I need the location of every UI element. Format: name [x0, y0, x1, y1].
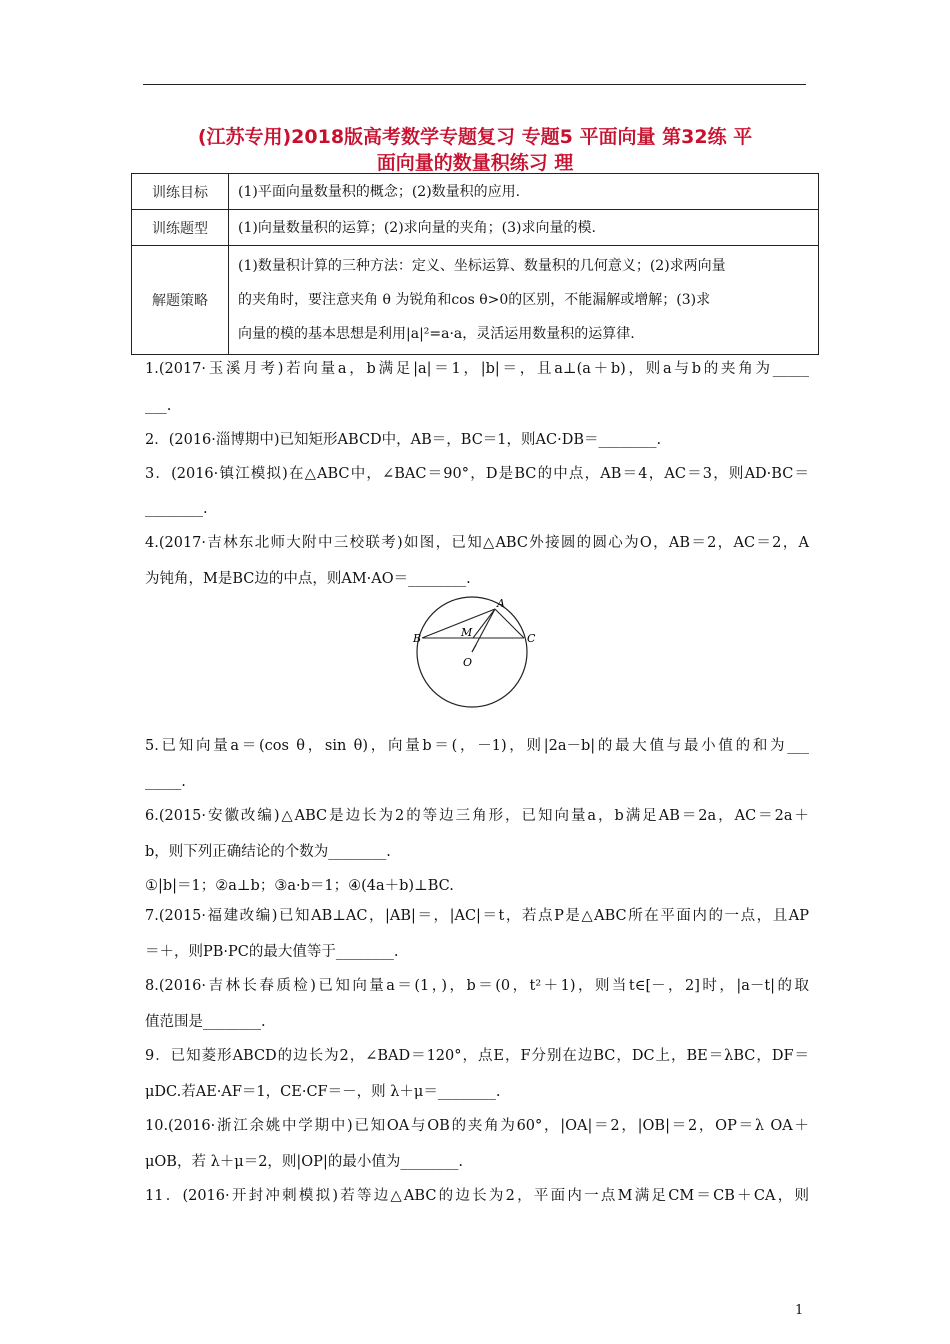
question-line: 2．(2016·淄博期中)已知矩形ABCD中，AB＝，BC＝1，则AC·DB＝________.: [145, 432, 662, 448]
segment-om: [472, 645, 476, 652]
question-line: 11．(2016·开封冲刺模拟)若等边△ABC的边长为2，平面内一点M满足CM＝CB＋CA，则: [145, 1188, 809, 1204]
question-line: μOB，若 λ＋μ＝2，则|OP|的最小值为________.: [145, 1154, 463, 1170]
title-line-1: (江苏专用)2018版高考数学专题复习 专题5 平面向量 第32练 平: [197, 126, 753, 148]
question-line: 7.(2015·福建改编)已知AB⊥AC，|AB|＝，|AC|＝t，若点P是△ABC所在平面内的一点，且AP: [145, 908, 809, 924]
question-line: 值范围是________.: [145, 1014, 266, 1030]
table-row: [132, 174, 819, 210]
circle-triangle-figure: [405, 596, 550, 721]
strategy-line: (1)数量积计算的三种方法：定义、坐标运算、数量积的几何意义；(2)求两向量: [238, 258, 726, 274]
question-line: 8.(2016·吉林长春质检)已知向量a＝(1，)，b＝(0，t²＋1)，则当t∈[－，2]时，|a－t|的取: [145, 978, 809, 994]
page-number: 1: [795, 1303, 804, 1318]
question-line: 3．(2016·镇江模拟)在△ABC中，∠BAC＝90°，D是BC的中点，AB＝4，AC＝3，则AD·BC＝: [145, 466, 809, 482]
row-value: (1)向量数量积的运算；(2)求向量的夹角；(3)求向量的模.: [229, 210, 819, 246]
question-line: _____.: [145, 774, 186, 790]
strategy-line: 的夹角时，要注意夹角 θ 为锐角和cos θ>0的区别，不能漏解或增解；(3)求: [238, 292, 711, 308]
question-line: 9．已知菱形ABCD的边长为2，∠BAD＝120°，点E，F分别在边BC，DC上，BE＝λBC，DF＝: [145, 1048, 809, 1064]
row-label: 训练题型: [132, 210, 229, 246]
table-row: [132, 246, 819, 355]
question-line: 6.(2015·安徽改编)△ABC是边长为2的等边三角形，已知向量a，b满足AB＝2a，AC＝2a＋: [145, 808, 809, 824]
question-line: 1.(2017·玉溪月考)若向量a，b满足|a|＝1，|b|＝，且a⊥(a＋b)，则a与b的夹角为_____: [145, 361, 809, 377]
question-line: 10.(2016·浙江余姚中学期中)已知OA与OB的夹角为60°，|OA|＝2，|OB|＝2，OP＝λ OA＋: [145, 1118, 809, 1134]
training-info-table: [131, 173, 819, 355]
question-line: b，则下列正确结论的个数为________.: [145, 844, 391, 860]
row-value: (1)平面向量数量积的概念；(2)数量积的应用.: [229, 174, 819, 210]
strategy-line: 向量的模的基本思想是利用|a|²=a·a，灵活运用数量积的运算律.: [238, 326, 635, 342]
question-line: 为钝角，M是BC边的中点，则AM·AO＝________.: [145, 571, 471, 587]
title-line-2: 面向量的数量积练习 理: [376, 152, 574, 174]
row-value: [229, 246, 819, 355]
label-c: C: [527, 632, 536, 645]
row-label: 训练目标: [132, 174, 229, 210]
question-line: 5.已知向量a＝(cos θ，sin θ)，向量b＝(，－1)，则|2a－b|的最大值与最小值的和为___: [145, 738, 809, 754]
document-title: [130, 124, 820, 176]
question-line: ＝＋，则PB·PC的最大值等于________.: [145, 944, 399, 960]
row-label: 解题策略: [132, 246, 229, 355]
label-a: A: [497, 597, 505, 610]
question-line: ___.: [145, 398, 172, 414]
label-b: B: [413, 632, 422, 645]
table-row: [132, 210, 819, 246]
label-o: O: [463, 656, 473, 669]
question-line: μDC.若AE·AF＝1，CE·CF＝－，则 λ＋μ＝________.: [145, 1084, 501, 1100]
question-line: ①|b|＝1；②a⊥b；③a·b＝1；④(4a＋b)⊥BC.: [145, 878, 454, 894]
label-m: M: [461, 626, 473, 639]
question-line: 4.(2017·吉林东北师大附中三校联考)如图，已知△ABC外接圆的圆心为O，AB＝2，AC＝2，A: [145, 535, 809, 551]
question-line: ________.: [145, 501, 208, 517]
header-rule: [143, 84, 806, 85]
